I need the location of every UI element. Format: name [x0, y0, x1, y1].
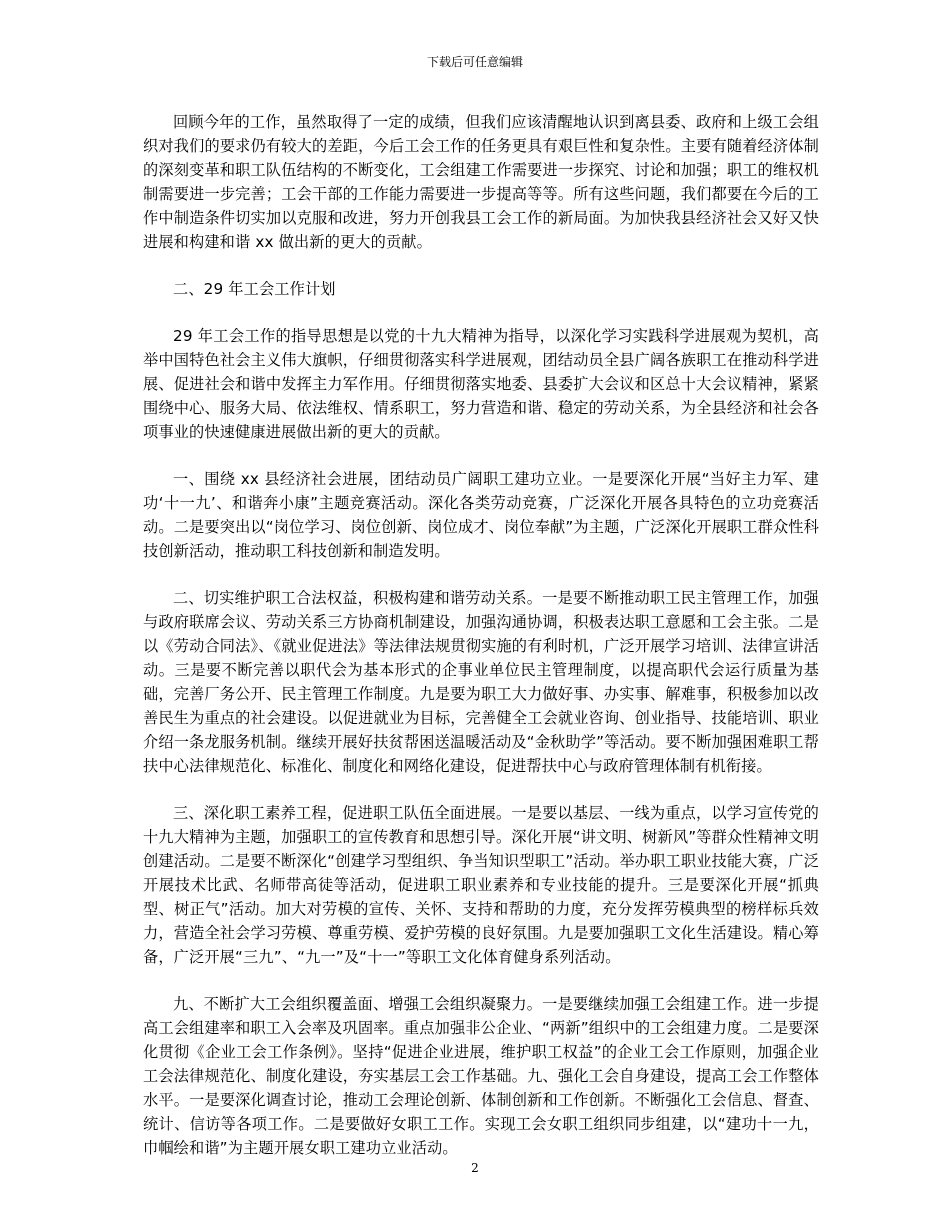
paragraph-review: 回顾今年的工作，虽然取得了一定的成绩，但我们应该清醒地认识到离县委、政府和上级工会组织对我们的要求仍有较大的差距，今后工会工作的任务更具有艰巨性和复杂性。主要有随着经济体制的深刻变革和职工队伍结构的不断变化，工会组建工作需要进一步探究、讨论和加强；职工的维权机制需要进一步完善；工会干部的工作能力需要进一步提高等等。所有这些问题，我们都要在今后的工作中制造条件切实加以克服和改进，努力开创我县工会工作的新局面。为加快我县经济社会又好又快进展和构建和谐 xx 做出新的更大的贡献。: [143, 113, 819, 251]
section-heading-plan: 二、29 年工会工作计划: [173, 280, 336, 298]
paragraph-item-2: 二、切实维护职工合法权益，积极构建和谐劳动关系。一是要不断推动职工民主管理工作，加强与政府联席会议、劳动关系三方协商机制建设，加强沟通协调，积极表达职工意愿和工会主张。二是以《劳动合同法》、《就业促进法》等法律法规贯彻实施的有利时机，广泛开展学习培训、法律宣讲活动。三是要不断完善以职代会为基本形式的企事业单位民主管理制度，以提高职代会运行质量为基础，完善厂务公开、民主管理工作制度。九是要为职工大力做好事、办实事、解难事，积极参加以改善民生为重点的社会建设。以促进就业为目标，完善健全工会就业咨询、创业指导、技能培训、职业介绍一条龙服务机制。继续开展好扶贫帮困送温暖活动及“金秋助学”等活动。要不断加强困难职工帮扶中心法律规范化、标准化、制度化和网络化建设，促进帮扶中心与政府管理体制有机衔接。: [143, 589, 819, 775]
paragraph-item-4: 九、不断扩大工会组织覆盖面、增强工会组织凝聚力。一是要继续加强工会组建工作。进一步提高工会组建率和职工入会率及巩固率。重点加强非公企业、“两新”组织中的工会组建力度。二是要深化贯彻《企业工会工作条例》。坚持“促进企业进展，维护职工权益”的企业工会工作原则，加强企业工会法律规范化、制度化建设，夯实基层工会工作基础。九、强化工会自身建设，提高工会工作整体水平。一是要深化调查讨论，推动工会理论创新、体制创新和工作创新。不断强化工会信息、督查、统计、信访等各项工作。二是要做好女职工工作。实现工会女职工组织同步组建，以“建功十一九，巾帼绘和谐”为主题开展女职工建功立业活动。: [143, 995, 819, 1157]
document-body: [143, 110, 819, 1183]
page-header: 下载后可任意编辑: [426, 55, 523, 69]
paragraph-item-3: 三、深化职工素养工程，促进职工队伍全面进展。一是要以基层、一线为重点，以学习宣传党的十九大精神为主题，加强职工的宣传教育和思想引导。深化开展“讲文明、树新风”等群众性精神文明创建活动。二是要不断深化“创建学习型组织、争当知识型职工”活动。举办职工职业技能大赛，广泛开展技术比武、名师带高徒等活动，促进职工职业素养和专业技能的提升。三是要深化开展“抓典型、树正气”活动。加大对劳模的宣传、关怀、支持和帮助的力度，充分发挥劳模典型的榜样标兵效力，营造全社会学习劳模、尊重劳模、爱护劳模的良好氛围。九是要加强职工文化生活建设。精心筹备，广泛开展“三九”、“九一”及“十一”等职工文化体育健身系列活动。: [143, 804, 819, 966]
paragraph-item-1: 一、围绕 xx 县经济社会进展，团结动员广阔职工建功立业。一是要深化开展“当好主力军、建功‘十一九’、和谐奔小康”主题竞赛活动。深化各类劳动竞赛，广泛深化开展各具特色的立功竞赛活动。二是要突出以“岗位学习、岗位创新、岗位成才、岗位奉献”为主题，广泛深化开展职工群众性科技创新活动，推动职工科技创新和制造发明。: [143, 470, 819, 560]
page-number: 2: [471, 1161, 479, 1175]
paragraph-guiding-ideology: 29 年工会工作的指导思想是以党的十九大精神为指导，以深化学习实践科学进展观为契机，高举中国特色社会主义伟大旗帜，仔细贯彻落实科学进展观，团结动员全县广阔各族职工在推动科学进展、促进社会和谐中发挥主力军作用。仔细贯彻落实地委、县委扩大会议和区总十大会议精神，紧紧围绕中心、服务大局、依法维权、情系职工，努力营造和谐、稳定的劳动关系，为全县经济和社会各项事业的快速健康进展做出新的更大的贡献。: [143, 327, 819, 441]
